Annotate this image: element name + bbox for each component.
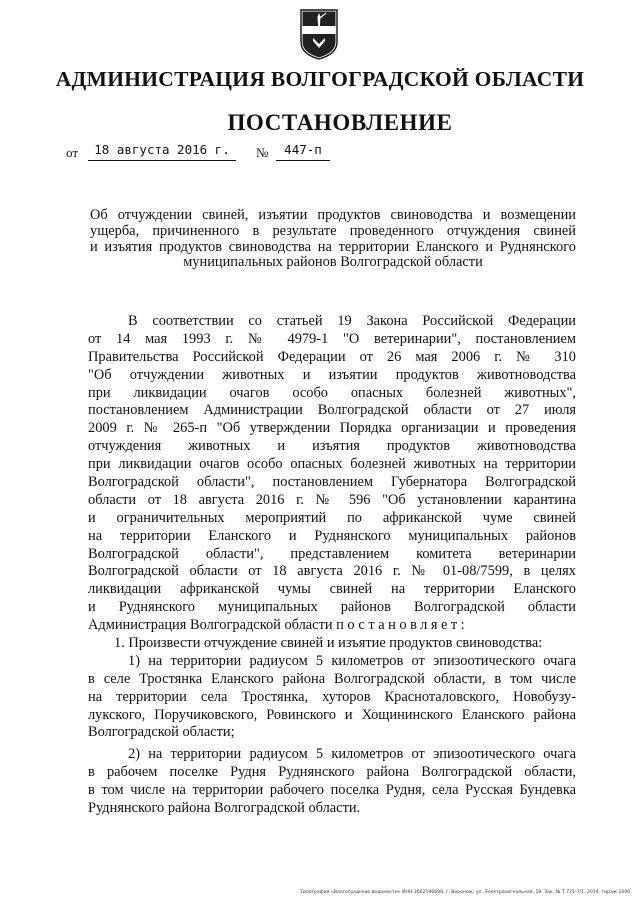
clause-1-2-line: в рабочем поселке Рудня Руднянского района Волгоградской области,	[88, 764, 576, 781]
body-line: ликвидации африканской чумы свиней на территории Еланского	[88, 581, 576, 598]
clause-1-1-line: 1) на территории радиусом 5 километров от эпизоотического очага	[128, 652, 576, 669]
body-line: на территории Еланского и Руднянского муниципальных районов	[88, 527, 576, 544]
body-line-resolves	[88, 617, 576, 635]
document-body	[88, 313, 576, 818]
body-line: Волгоградской области", представлением комитета ветеринарии	[88, 545, 576, 562]
number-label: №	[256, 145, 269, 160]
body-line: и ограничительных мероприятий по африканской чуме свиней	[88, 509, 576, 526]
body-line: Волгоградской области", постановлением Губернатора Волгоградской	[88, 474, 576, 491]
document-number: 447-п	[276, 140, 330, 161]
clause-1-heading: 1. Произвести отчуждение свиней и изъятие продуктов свиноводства:	[114, 635, 543, 652]
subject-line: Об отчуждении свиней, изъятии продуктов свиноводства и возмещении	[90, 207, 576, 223]
coat-of-arms-emblem	[299, 8, 339, 60]
body-line: от 14 мая 1993 г. № 4979-1 "О ветеринарии", постановлением	[88, 330, 576, 347]
body-line: Правительства Российской Федерации от 26 мая 2006 г. № 310	[88, 348, 576, 365]
clause-1-2-line: в том числе на территории рабочего поселка Рудня, села Русская Бундевка	[88, 782, 576, 799]
clause-1-1-line: лукского, Поручиковского, Ровинского и Хощининского Еланского района	[88, 706, 576, 723]
body-line: области от 18 августа 2016 г. № 596 "Об установлении карантина	[88, 491, 576, 508]
body-line: при ликвидации очагов особо опасных болезней животных",	[88, 384, 576, 401]
body-line: и Руднянского муниципальных районов Волгоградской области	[88, 599, 576, 616]
document-type-title: ПОСТАНОВЛЕНИЕ	[227, 110, 453, 135]
body-line: В соответствии со статьей 19 Закона Российской Федерации	[128, 313, 576, 329]
clause-1-1-line: в селе Тростянка Еланского района Волгоградской области, в том числе	[88, 670, 576, 687]
subject-line: и изъятия продуктов свиноводства на территории Еланского и Руднянского	[90, 238, 576, 255]
subject-line: муниципальных районов Волгоградской области	[183, 254, 483, 271]
resolves-word: постановляет:	[336, 617, 469, 634]
subject-line: ущерба, причиненного в результате проведенного отчуждения свиней	[90, 222, 576, 239]
date-label: от	[66, 145, 79, 160]
printer-imprint: Типография «Волгоградские ведомости» ИНН 3662196690, г. Воронеж, ул. Электросигнальная, 19. Зак. № Т.721-7/1. 2014. тираж 1000	[300, 890, 631, 895]
document-date: 18 августа 2016 г.	[88, 140, 236, 161]
clause-1-1-line: на территории села Тростянка, хуторов Красноталовского, Новобузу-	[88, 688, 576, 705]
body-line: при ликвидации очагов особо опасных болезней животных на территории	[88, 456, 576, 473]
body-line: "Об отчуждении животных и изъятии продуктов животноводства	[88, 366, 576, 383]
body-line: отчуждения животных и изъятия продуктов животноводства	[88, 438, 576, 455]
body-line: постановлением Администрации Волгоградской области от 27 июля	[88, 402, 576, 419]
clause-1-1-line: Волгоградской области;	[88, 724, 235, 741]
clause-1-2-line: 2) на территории радиусом 5 километров от эпизоотического очага	[128, 746, 576, 763]
clause-1-2-line: Руднянского района Волгоградской области.	[88, 800, 361, 817]
body-line: 2009 г. № 265-п "Об утверждении Порядка организации и проведения	[88, 420, 576, 437]
body-line: Волгоградской области от 18 августа 2016 г. № 01-08/7599, в целях	[88, 563, 576, 580]
body-line: Администрация Волгоградской области	[88, 617, 333, 634]
agency-title: АДМИНИСТРАЦИЯ ВОЛГОГРАДСКОЙ ОБЛАСТИ	[55, 67, 585, 91]
document-subject	[90, 208, 576, 271]
registration-line	[66, 140, 466, 162]
